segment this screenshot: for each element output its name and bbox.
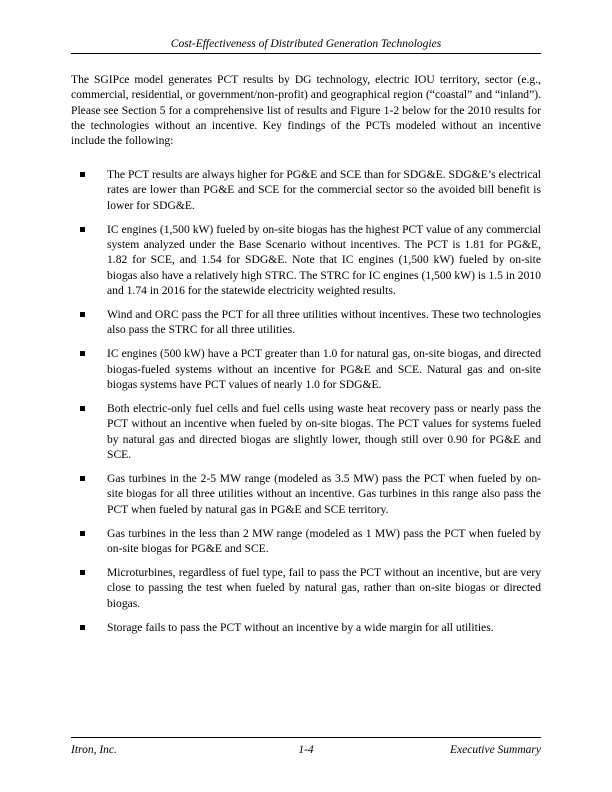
list-item [71, 307, 541, 338]
list-item [71, 167, 541, 213]
list-item-text: Gas turbines in the 2-5 MW range (modeled as 3.5 MW) pass the PCT when fueled by on-site biogas for all three utilities without an incentive. Gas turbines in this range also pass the PCT when fueled by natural gas in PG&E and SCE territory. [107, 472, 541, 516]
list-item [71, 620, 541, 635]
header-divider [71, 53, 541, 54]
list-item-text: IC engines (1,500 kW) fueled by on-site biogas has the highest PCT value of any commercial system analyzed under the Base Scenario without incentives. The PCT is 1.81 for PG&E, 1.82 for SCE, and 1.54 for SDG&E. Note that IC engines (1,500 kW) fueled by on-site biogas also have a relatively high STRC. The STRC for IC engines (1,500 kW) is 1.5 in 2010 and 1.74 in 2016 for the statewide electricity weighted results. [107, 222, 541, 297]
list-item [71, 401, 541, 462]
square-bullet-icon [80, 476, 85, 481]
square-bullet-icon [80, 312, 85, 317]
square-bullet-icon [80, 570, 85, 575]
running-header: Cost-Effectiveness of Distributed Generation Technologies [170, 38, 442, 50]
square-bullet-icon [80, 531, 85, 536]
list-item-text: Storage fails to pass the PCT without an incentive by a wide margin for all utilities. [107, 620, 494, 634]
list-item [71, 222, 541, 298]
footer-section: Executive Summary [449, 744, 541, 756]
intro-paragraph: The SGIPce model generates PCT results by DG technology, electric IOU territory, sector (e.g., commercial, residential, or government/non-profit) and geographical region (“coastal” and “inland”). Please see Section 5 for a comprehensive list of results and Figure 1-2 below for the 2010 results for the technologies without an incentive. Key findings of the PCTs modeled without an incentive include the following: [71, 73, 541, 148]
list-item [71, 471, 541, 517]
page-number: 1-4 [298, 744, 314, 756]
square-bullet-icon [80, 351, 85, 356]
list-item-text: Microturbines, regardless of fuel type, fail to pass the PCT without an incentive, but are very close to passing the test when fueled by natural gas, rather than on-site biogas or directed biogas. [107, 566, 541, 610]
list-item [71, 346, 541, 392]
square-bullet-icon [80, 172, 85, 177]
footer-divider [71, 737, 541, 738]
list-item-text: Both electric-only fuel cells and fuel cells using waste heat recovery pass or nearly pass the PCT without an incentive when fueled by on-site biogas. The PCT values for systems fueled by natural gas and directed biogas are slightly lower, though still over 0.90 for PG&E and SCE. [107, 402, 541, 461]
list-item-text: Wind and ORC pass the PCT for all three utilities without incentives. These two technologies also pass the STRC for all three utilities. [107, 307, 541, 337]
list-item-text: Gas turbines in the less than 2 MW range (modeled as 1 MW) pass the PCT when fueled by on-site biogas for PG&E and SCE. [107, 526, 541, 556]
list-item [71, 565, 541, 611]
list-item [71, 526, 541, 557]
square-bullet-icon [80, 625, 85, 630]
list-item-text: The PCT results are always higher for PG&E and SCE than for SDG&E. SDG&E’s electrical rates are lower than PG&E and SCE for the commercial sector so the avoided bill benefit is lower for SDG&E. [107, 168, 541, 212]
list-item-text: IC engines (500 kW) have a PCT greater than 1.0 for natural gas, on-site biogas, and directed biogas-fueled systems without an incentive for PG&E and SCE. Natural gas and on-site biogas systems have PCT values of nearly 1.0 for SDG&E. [107, 347, 541, 391]
square-bullet-icon [80, 227, 85, 232]
footer-company: Itron, Inc. [71, 744, 117, 756]
key-findings-list [71, 167, 541, 644]
square-bullet-icon [80, 406, 85, 411]
